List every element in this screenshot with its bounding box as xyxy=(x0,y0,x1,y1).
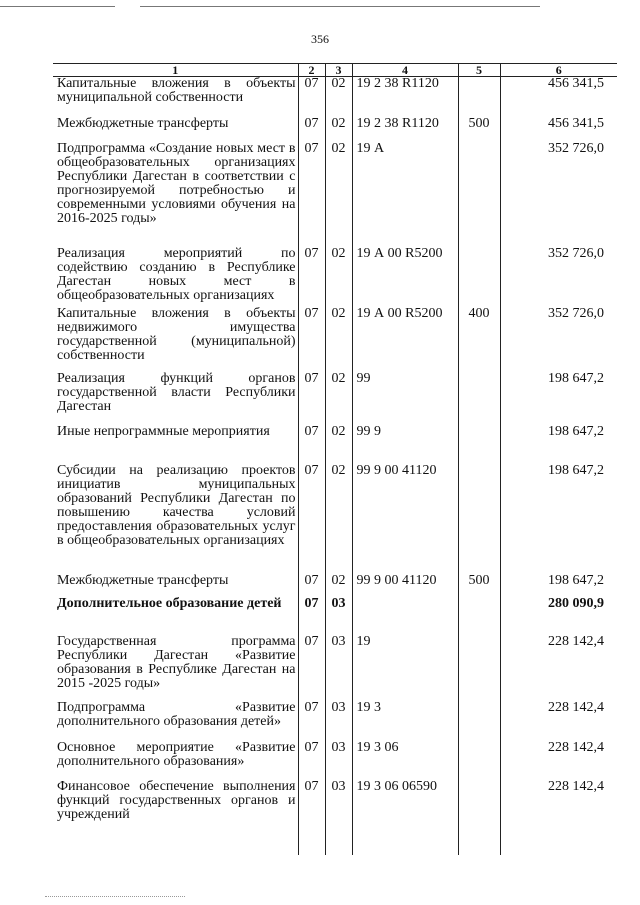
row-name: Реализация функций органов государственной власти Республики Дагестан xyxy=(57,370,296,414)
row-expense-type xyxy=(458,77,500,117)
row-name: Государственная программа Республики Дагестан «Развитие образования в Республике Дагестан на 2015 -2025 годы» xyxy=(57,633,296,691)
row-amount: 352 726,0 xyxy=(500,142,617,247)
row-name: Субсидии на реализацию проектов инициатив муниципальных образований Республики Дагестан по повышению качества условий предоставления образовательных услуг в общеобразовательных организациях xyxy=(57,462,296,548)
row-name: Подпрограмма «Развитие дополнительного образования детей» xyxy=(57,699,296,729)
row-amount: 228 142,4 xyxy=(500,635,617,701)
table-row xyxy=(53,464,617,574)
column-header: 1 xyxy=(53,64,298,77)
row-amount: 352 726,0 xyxy=(500,307,617,372)
row-expense-type xyxy=(458,597,500,635)
row-target-article: 19 3 xyxy=(352,701,458,741)
budget-table xyxy=(53,63,617,855)
row-name: Капитальные вложения в объекты недвижимого имущества государственной (муниципальной) собственности xyxy=(57,305,296,363)
row-expense-type xyxy=(458,464,500,574)
row-expense-type xyxy=(458,425,500,464)
row-expense-type xyxy=(458,247,500,307)
column-header: 6 xyxy=(500,64,617,77)
column-header: 4 xyxy=(352,64,458,77)
row-target-article: 19 А 00 R5200 xyxy=(352,307,458,372)
row-section: 07 xyxy=(298,741,325,780)
row-expense-type: 500 xyxy=(458,117,500,142)
row-section: 07 xyxy=(298,142,325,247)
row-expense-type: 500 xyxy=(458,574,500,597)
table-row xyxy=(53,117,617,142)
row-name: Межбюджетные трансферты xyxy=(57,572,229,588)
row-target-article: 19 2 38 R1120 xyxy=(352,117,458,142)
row-amount: 228 142,4 xyxy=(500,701,617,741)
row-name: Дополнительное образование детей xyxy=(57,595,282,611)
row-section: 07 xyxy=(298,307,325,372)
row-target-article: 19 А xyxy=(352,142,458,247)
column-header: 3 xyxy=(325,64,352,77)
row-target-article xyxy=(352,597,458,635)
row-section: 07 xyxy=(298,372,325,425)
table-row xyxy=(53,741,617,780)
table-row xyxy=(53,307,617,372)
table-row xyxy=(53,780,617,855)
row-subsection: 02 xyxy=(325,464,352,574)
row-name: Финансовое обеспечение выполнения функций государственных органов и учреждений xyxy=(57,778,296,822)
bottom-rule xyxy=(45,896,185,897)
row-name: Капитальные вложения в объекты муниципальной собственности xyxy=(57,76,296,105)
row-amount: 198 647,2 xyxy=(500,464,617,574)
row-target-article: 99 9 00 41120 xyxy=(352,574,458,597)
row-section: 07 xyxy=(298,574,325,597)
row-target-article: 99 9 00 41120 xyxy=(352,464,458,574)
row-name: Иные непрограммные мероприятия xyxy=(57,423,270,439)
row-amount: 456 341,5 xyxy=(500,117,617,142)
row-target-article: 99 xyxy=(352,372,458,425)
row-amount: 228 142,4 xyxy=(500,780,617,855)
table-row xyxy=(53,425,617,464)
row-section: 07 xyxy=(298,425,325,464)
row-subsection: 02 xyxy=(325,574,352,597)
row-target-article: 19 3 06 xyxy=(352,741,458,780)
row-name: Реализация мероприятий по содействию созданию в Республике Дагестан новых мест в общеобразовательных организациях xyxy=(57,245,296,303)
top-rule xyxy=(0,6,115,7)
row-section: 07 xyxy=(298,780,325,855)
row-expense-type xyxy=(458,741,500,780)
row-subsection: 02 xyxy=(325,307,352,372)
row-section: 07 xyxy=(298,597,325,635)
row-amount: 456 341,5 xyxy=(500,77,617,117)
row-name: Межбюджетные трансферты xyxy=(57,115,229,131)
row-amount: 280 090,9 xyxy=(500,597,617,635)
row-target-article: 99 9 xyxy=(352,425,458,464)
table-row xyxy=(53,597,617,635)
row-expense-type xyxy=(458,780,500,855)
row-amount: 198 647,2 xyxy=(500,574,617,597)
row-amount: 352 726,0 xyxy=(500,247,617,307)
row-section: 07 xyxy=(298,77,325,117)
row-subsection: 02 xyxy=(325,142,352,247)
row-amount: 198 647,2 xyxy=(500,372,617,425)
row-target-article: 19 2 38 R1120 xyxy=(352,77,458,117)
row-subsection: 03 xyxy=(325,780,352,855)
row-section: 07 xyxy=(298,247,325,307)
table-row xyxy=(53,701,617,741)
row-amount: 198 647,2 xyxy=(500,425,617,464)
column-number-row xyxy=(53,64,617,77)
row-subsection: 02 xyxy=(325,77,352,117)
row-subsection: 03 xyxy=(325,635,352,701)
table-row xyxy=(53,77,617,117)
row-subsection: 02 xyxy=(325,247,352,307)
table-row xyxy=(53,247,617,307)
top-rule xyxy=(140,6,540,7)
row-section: 07 xyxy=(298,701,325,741)
row-name: Основное мероприятие «Развитие дополнительного образования» xyxy=(57,739,296,769)
row-subsection: 02 xyxy=(325,117,352,142)
page-number: 356 xyxy=(311,32,329,46)
table-row xyxy=(53,635,617,701)
column-header: 5 xyxy=(458,64,500,77)
row-section: 07 xyxy=(298,635,325,701)
row-subsection: 02 xyxy=(325,372,352,425)
row-expense-type xyxy=(458,372,500,425)
row-name: Подпрограмма «Создание новых мест в общеобразовательных организациях Республики Дагестан в соответствии с прогнозируемой потребностью и современными условиями обучения на 2016-2025 годы» xyxy=(57,140,296,226)
row-subsection: 03 xyxy=(325,701,352,741)
column-header: 2 xyxy=(298,64,325,77)
row-amount: 228 142,4 xyxy=(500,741,617,780)
table-row xyxy=(53,372,617,425)
row-subsection: 02 xyxy=(325,425,352,464)
row-expense-type: 400 xyxy=(458,307,500,372)
table-row xyxy=(53,574,617,597)
row-section: 07 xyxy=(298,464,325,574)
row-target-article: 19 А 00 R5200 xyxy=(352,247,458,307)
row-target-article: 19 3 06 06590 xyxy=(352,780,458,855)
row-expense-type xyxy=(458,701,500,741)
row-expense-type xyxy=(458,635,500,701)
table-row xyxy=(53,142,617,247)
row-expense-type xyxy=(458,142,500,247)
row-section: 07 xyxy=(298,117,325,142)
row-subsection: 03 xyxy=(325,597,352,635)
row-subsection: 03 xyxy=(325,741,352,780)
row-target-article: 19 xyxy=(352,635,458,701)
